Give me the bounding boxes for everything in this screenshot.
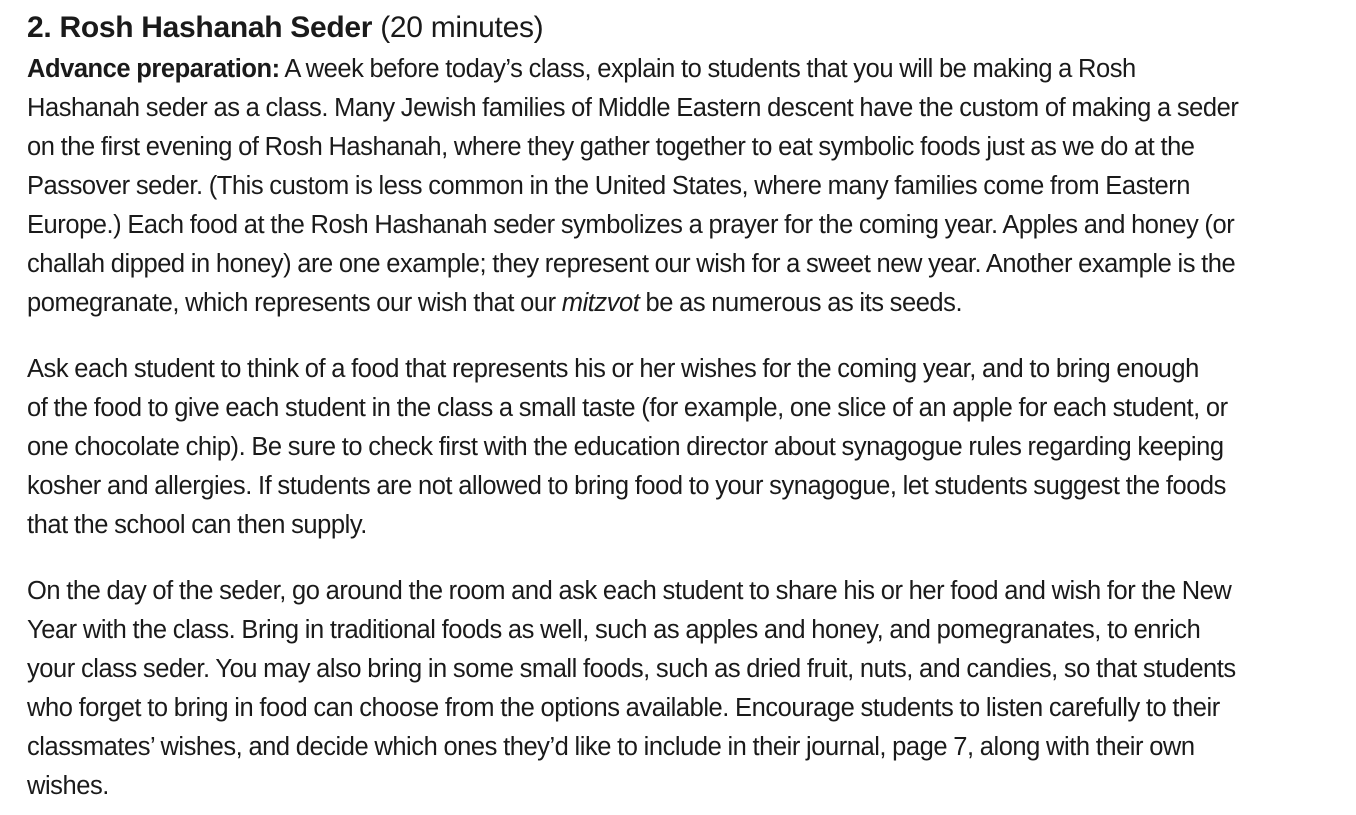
text-line: that the school can then supply. xyxy=(27,511,367,539)
italic-term: mitzvot xyxy=(561,289,640,317)
paragraph-gap xyxy=(27,323,1337,350)
text-line: one chocolate chip). Be sure to check first with the education director about synagogue rules regarding keeping xyxy=(27,433,1224,461)
paragraph-advance-preparation xyxy=(27,50,1337,323)
document-page xyxy=(27,6,1337,806)
text-line: Passover seder. (This custom is less common in the United States, where many families come from Eastern xyxy=(27,172,1191,200)
text-line xyxy=(27,50,1337,89)
text-line: Year with the class. Bring in traditional foods as well, such as apples and honey, and pomegranates, to enrich xyxy=(27,616,1201,644)
text-line: who forget to bring in food can choose from the options available. Encourage students to listen carefully to their xyxy=(27,694,1220,722)
text-line xyxy=(27,284,1337,323)
text-run: A week before today’s class, explain to students that you will be making a Rosh xyxy=(279,55,1136,83)
text-line: Hashanah seder as a class. Many Jewish families of Middle Eastern descent have the custom of making a seder xyxy=(27,94,1239,122)
text-line: of the food to give each student in the class a small taste (for example, one slice of an apple for each student, or xyxy=(27,394,1228,422)
paragraph-gap xyxy=(27,545,1337,572)
text-line: Europe.) Each food at the Rosh Hashanah seder symbolizes a prayer for the coming year. Apples and honey (or xyxy=(27,211,1235,239)
section-heading xyxy=(27,6,1337,50)
text-line: wishes. xyxy=(27,772,109,800)
paragraph-seder-day xyxy=(27,572,1337,806)
text-line: On the day of the seder, go around the room and ask each student to share his or her food and wish for the New xyxy=(27,577,1232,605)
text-line: classmates’ wishes, and decide which ones they’d like to include in their journal, page 7, along with their own xyxy=(27,733,1195,761)
text-line: on the first evening of Rosh Hashanah, where they gather together to eat symbolic foods just as we do at the xyxy=(27,133,1195,161)
text-line: Ask each student to think of a food that represents his or her wishes for the coming year, and to bring enough xyxy=(27,355,1199,383)
text-run: pomegranate, which represents our wish that our xyxy=(27,289,562,317)
text-line: your class seder. You may also bring in some small foods, such as dried fruit, nuts, and candies, so that students xyxy=(27,655,1236,683)
text-line: challah dipped in honey) are one example; they represent our wish for a sweet new year. Another example is the xyxy=(27,250,1236,278)
text-line: kosher and allergies. If students are not allowed to bring food to your synagogue, let students suggest the foods xyxy=(27,472,1226,500)
section-title: 2. Rosh Hashanah Seder xyxy=(27,11,373,44)
lead-label: Advance preparation: xyxy=(27,55,280,83)
paragraph-student-food xyxy=(27,350,1337,545)
text-run: be as numerous as its seeds. xyxy=(639,289,963,317)
section-duration: (20 minutes) xyxy=(380,11,544,44)
